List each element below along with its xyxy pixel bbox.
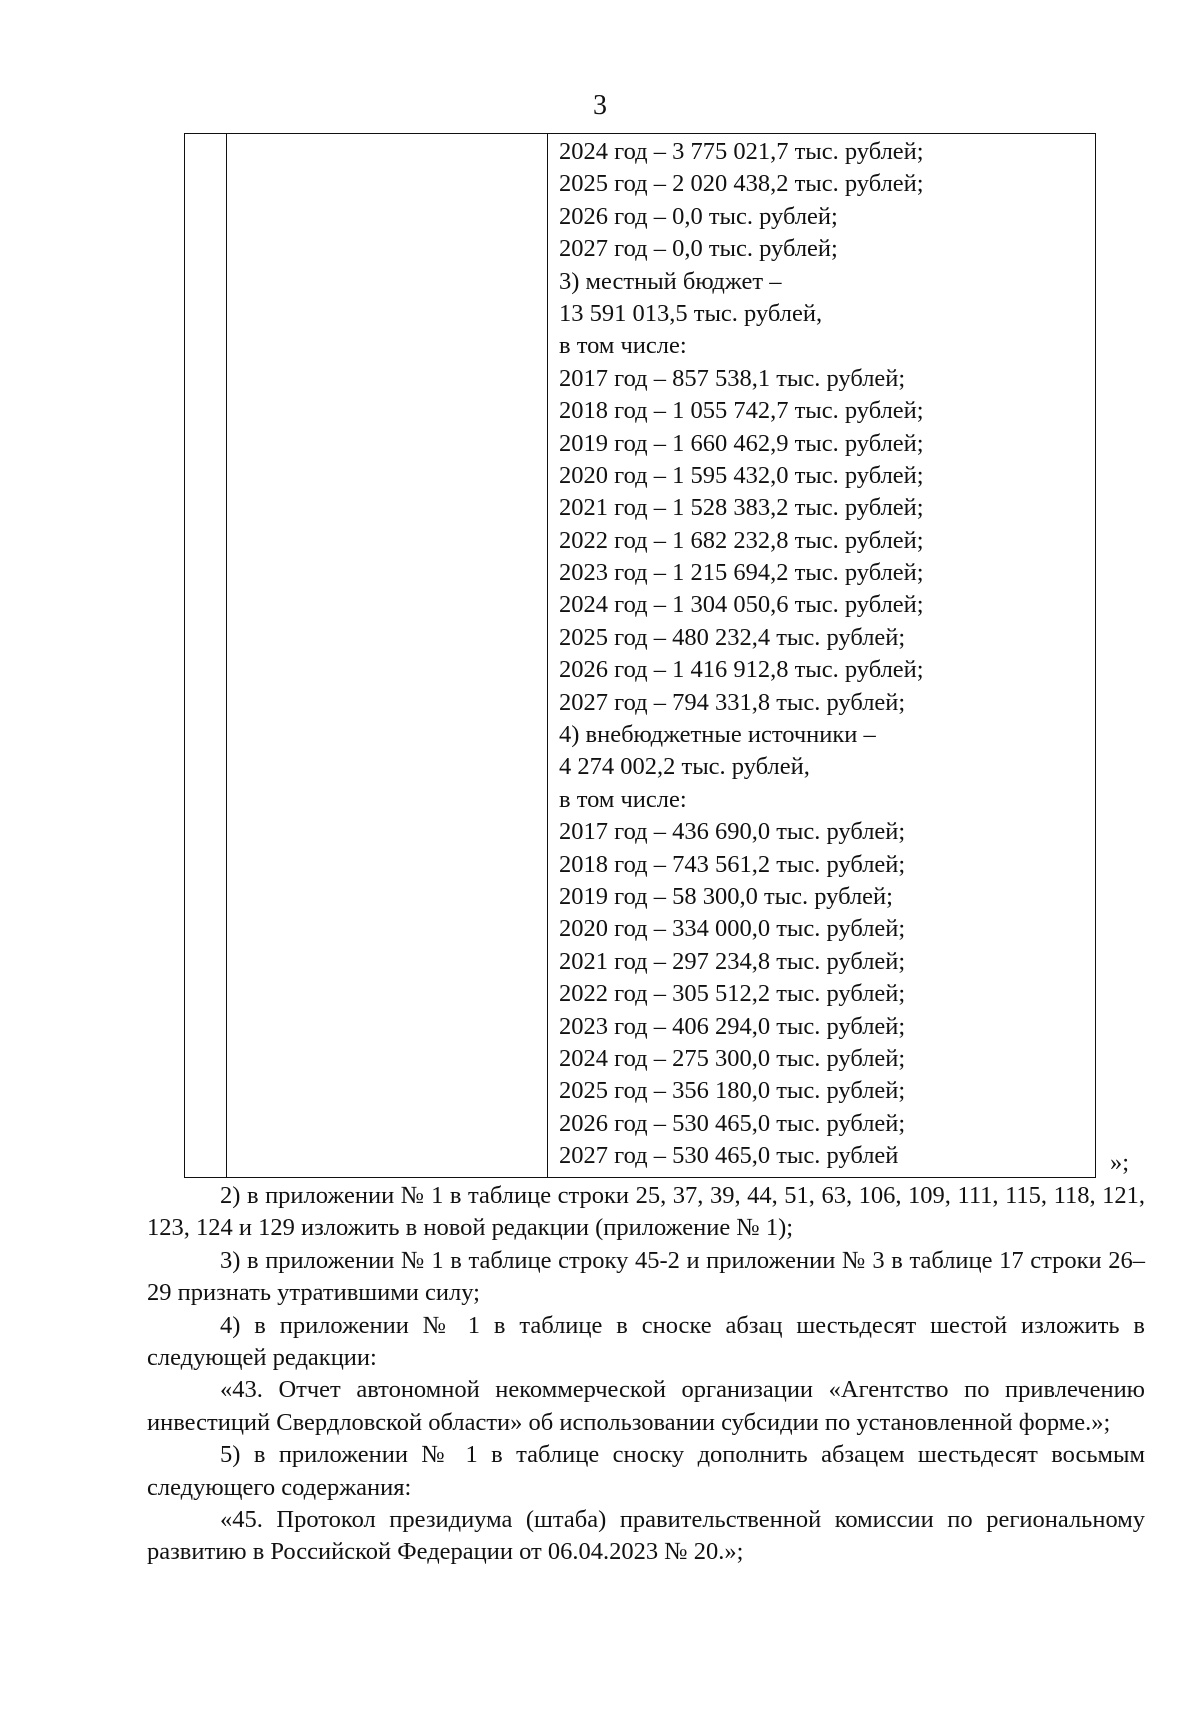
amendment-text [147,1180,1145,1569]
table-column-divider [547,134,548,1177]
page-number: 3 [593,90,607,121]
table-line: 2022 год – 1 682 232,8 тыс. рублей; [559,526,924,554]
table-line: 2025 год – 356 180,0 тыс. рублей; [559,1077,906,1105]
paragraph-item-4: 4) в приложении № 1 в таблице в сноске абзац шестьдесят шестой изложить в следующей редакции: [147,1311,1145,1372]
table-line: 2021 год – 1 528 383,2 тыс. рублей; [559,494,924,522]
table-line: 2023 год – 406 294,0 тыс. рублей; [559,1012,906,1040]
table-line: 2025 год – 2 020 438,2 тыс. рублей; [559,170,924,198]
table-line: 2020 год – 334 000,0 тыс. рублей; [559,915,906,943]
paragraph-item-2: 2) в приложении № 1 в таблице строки 25, 37, 39, 44, 51, 63, 106, 109, 111, 115, 118, 121, 123, 124 и 129 изложить в новой редакции (приложение № 1); [147,1182,1145,1242]
table-line: 2020 год – 1 595 432,0 тыс. рублей; [559,461,924,489]
table-line: 13 591 013,5 тыс. рублей, [559,299,823,327]
table-line: 2026 год – 1 416 912,8 тыс. рублей; [559,656,924,684]
table-line: в том числе: [559,332,687,360]
financing-table [184,133,1096,1178]
table-line: 4 274 002,2 тыс. рублей, [559,753,810,781]
table-line: в том числе: [559,785,687,813]
table-line: 2024 год – 3 775 021,7 тыс. рублей; [559,138,924,165]
table-line: 2023 год – 1 215 694,2 тыс. рублей; [559,559,924,587]
paragraph-item-5: 5) в приложении № 1 в таблице сноску дополнить абзацем шестьдесят восьмым следующего содержания: [147,1441,1145,1501]
table-line: 2026 год – 530 465,0 тыс. рублей; [559,1109,906,1137]
table-line: 2024 год – 1 304 050,6 тыс. рублей; [559,591,924,619]
table-line: 2024 год – 275 300,0 тыс. рублей; [559,1044,906,1072]
table-column-divider [226,134,227,1177]
quoted-footnote-45: «45. Протокол президиума (штаба) правительственной комиссии по региональному развитию в Российской Федерации от 06.04.2023 № 20.»; [147,1506,1145,1566]
table-line: 2026 год – 0,0 тыс. рублей; [559,202,838,230]
table-line: 2019 год – 1 660 462,9 тыс. рублей; [559,429,924,457]
financing-values-cell [559,136,1079,1173]
paragraph-item-3: 3) в приложении № 1 в таблице строку 45-2 и приложении № 3 в таблице 17 строки 26–29 признать утратившими силу; [147,1246,1145,1307]
table-line: 2027 год – 0,0 тыс. рублей; [559,235,838,263]
table-closing-quote: »; [1110,1149,1130,1176]
table-line: 2017 год – 857 538,1 тыс. рублей; [559,364,906,392]
table-line: 2027 год – 794 331,8 тыс. рублей; [559,688,906,716]
table-line: 2018 год – 1 055 742,7 тыс. рублей; [559,397,924,425]
table-line: 2019 год – 58 300,0 тыс. рублей; [559,882,893,910]
table-line: 2021 год – 297 234,8 тыс. рублей; [559,947,906,975]
quoted-footnote-43: «43. Отчет автономной некоммерческой организации «Агентство по привлечению инвестиций Свердловской области» об использовании субсидии по установленной форме.»; [147,1376,1145,1436]
table-line: 2027 год – 530 465,0 тыс. рублей [559,1142,899,1170]
table-line: 2017 год – 436 690,0 тыс. рублей; [559,818,906,846]
table-line: 2025 год – 480 232,4 тыс. рублей; [559,623,906,651]
table-line: 2022 год – 305 512,2 тыс. рублей; [559,980,906,1008]
table-line: 4) внебюджетные источники – [559,721,876,749]
table-line: 3) местный бюджет – [559,267,782,295]
table-line: 2018 год – 743 561,2 тыс. рублей; [559,850,906,878]
